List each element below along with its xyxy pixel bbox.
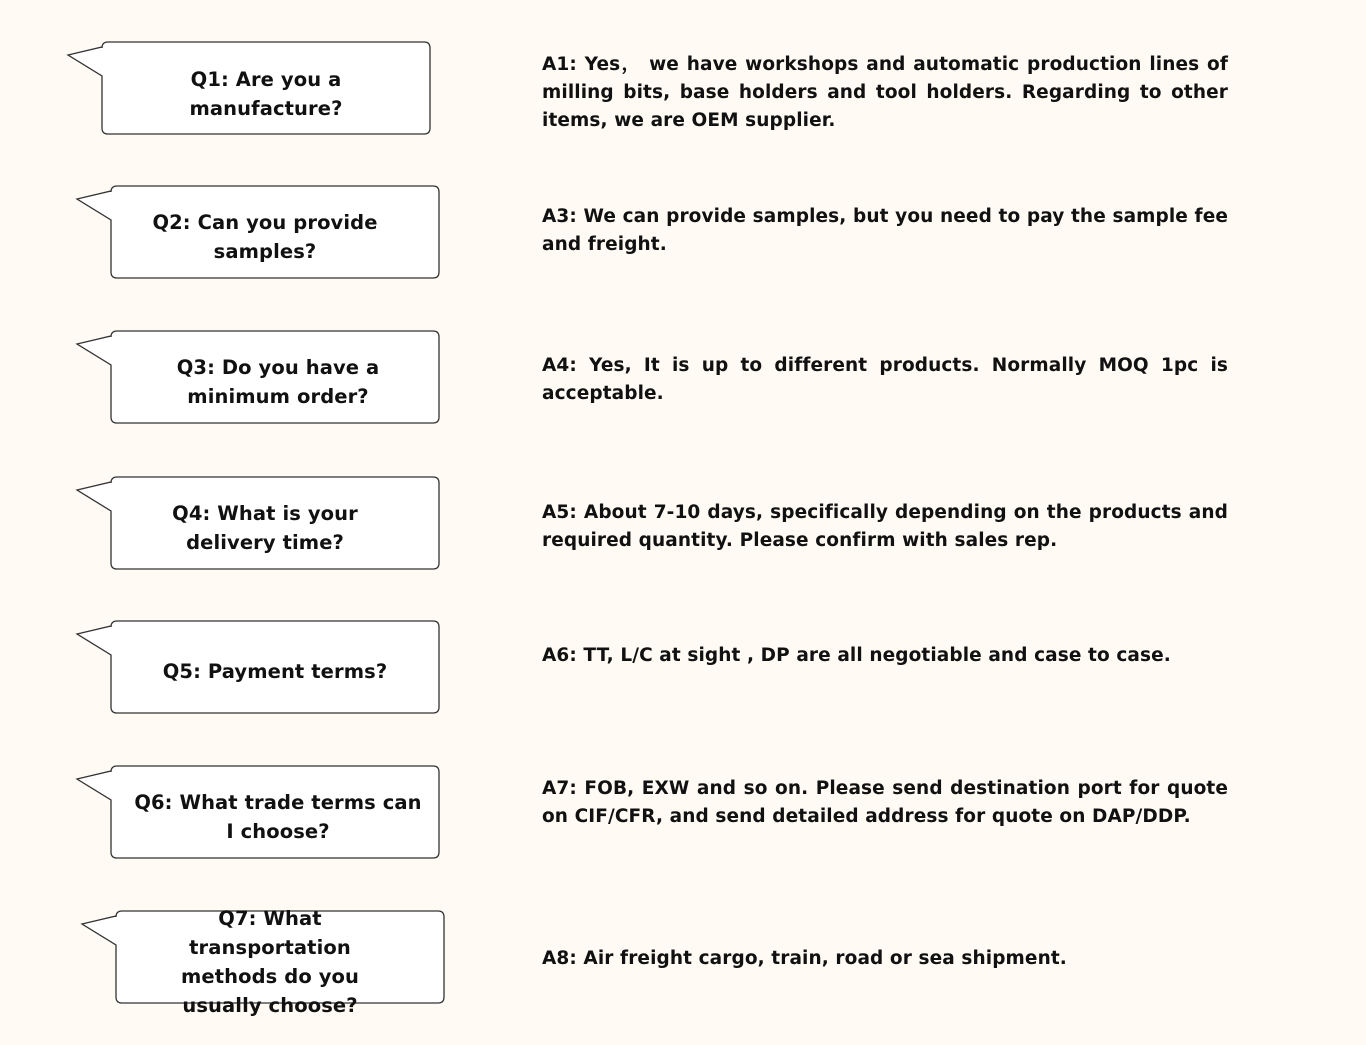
question-text-5: Q5: Payment terms? bbox=[162, 659, 388, 683]
question-bubble-2 bbox=[111, 186, 439, 278]
answer-text-1: A1: Yes， we have workshops and automatic production lines of milling bits, base holders and tool holders. Regarding to other items, we are OEM supplier. bbox=[542, 54, 1228, 131]
question-text-1: Q1: Are you a manufacture? bbox=[189, 68, 343, 120]
question-bubble-5 bbox=[111, 621, 439, 713]
question-bubble-4 bbox=[111, 477, 439, 569]
answer-text-6: A7: FOB, EXW and so on. Please send destination port for quote on CIF/CFR, and send detailed address for quote on DAP/DDP. bbox=[542, 778, 1228, 827]
answer-text-4: A5: About 7-10 days, specifically depending on the products and required quantity. Please confirm with sales rep. bbox=[542, 502, 1228, 551]
question-bubble-3 bbox=[111, 331, 439, 423]
answer-text-7: A8: Air freight cargo, train, road or sea shipment. bbox=[542, 948, 1067, 969]
question-text-6: Q6: What trade terms can I choose? bbox=[134, 791, 422, 843]
answer-text-3: A4: Yes, It is up to different products. Normally MOQ 1pc is acceptable. bbox=[542, 355, 1228, 404]
answer-text-2: A3: We can provide samples, but you need to pay the sample fee and freight. bbox=[542, 206, 1228, 255]
question-text-2: Q2: Can you provide samples? bbox=[152, 211, 378, 263]
answer-text-5: A6: TT, L/C at sight , DP are all negotiable and case to case. bbox=[542, 645, 1171, 666]
question-bubble-7 bbox=[116, 907, 444, 1017]
question-text-3: Q3: Do you have a minimum order? bbox=[176, 356, 380, 408]
question-text-7: Q7: What transportation methods do you usually choose? bbox=[180, 907, 360, 1017]
question-text-4: Q4: What is your delivery time? bbox=[172, 502, 358, 554]
question-bubble-6 bbox=[111, 766, 439, 858]
